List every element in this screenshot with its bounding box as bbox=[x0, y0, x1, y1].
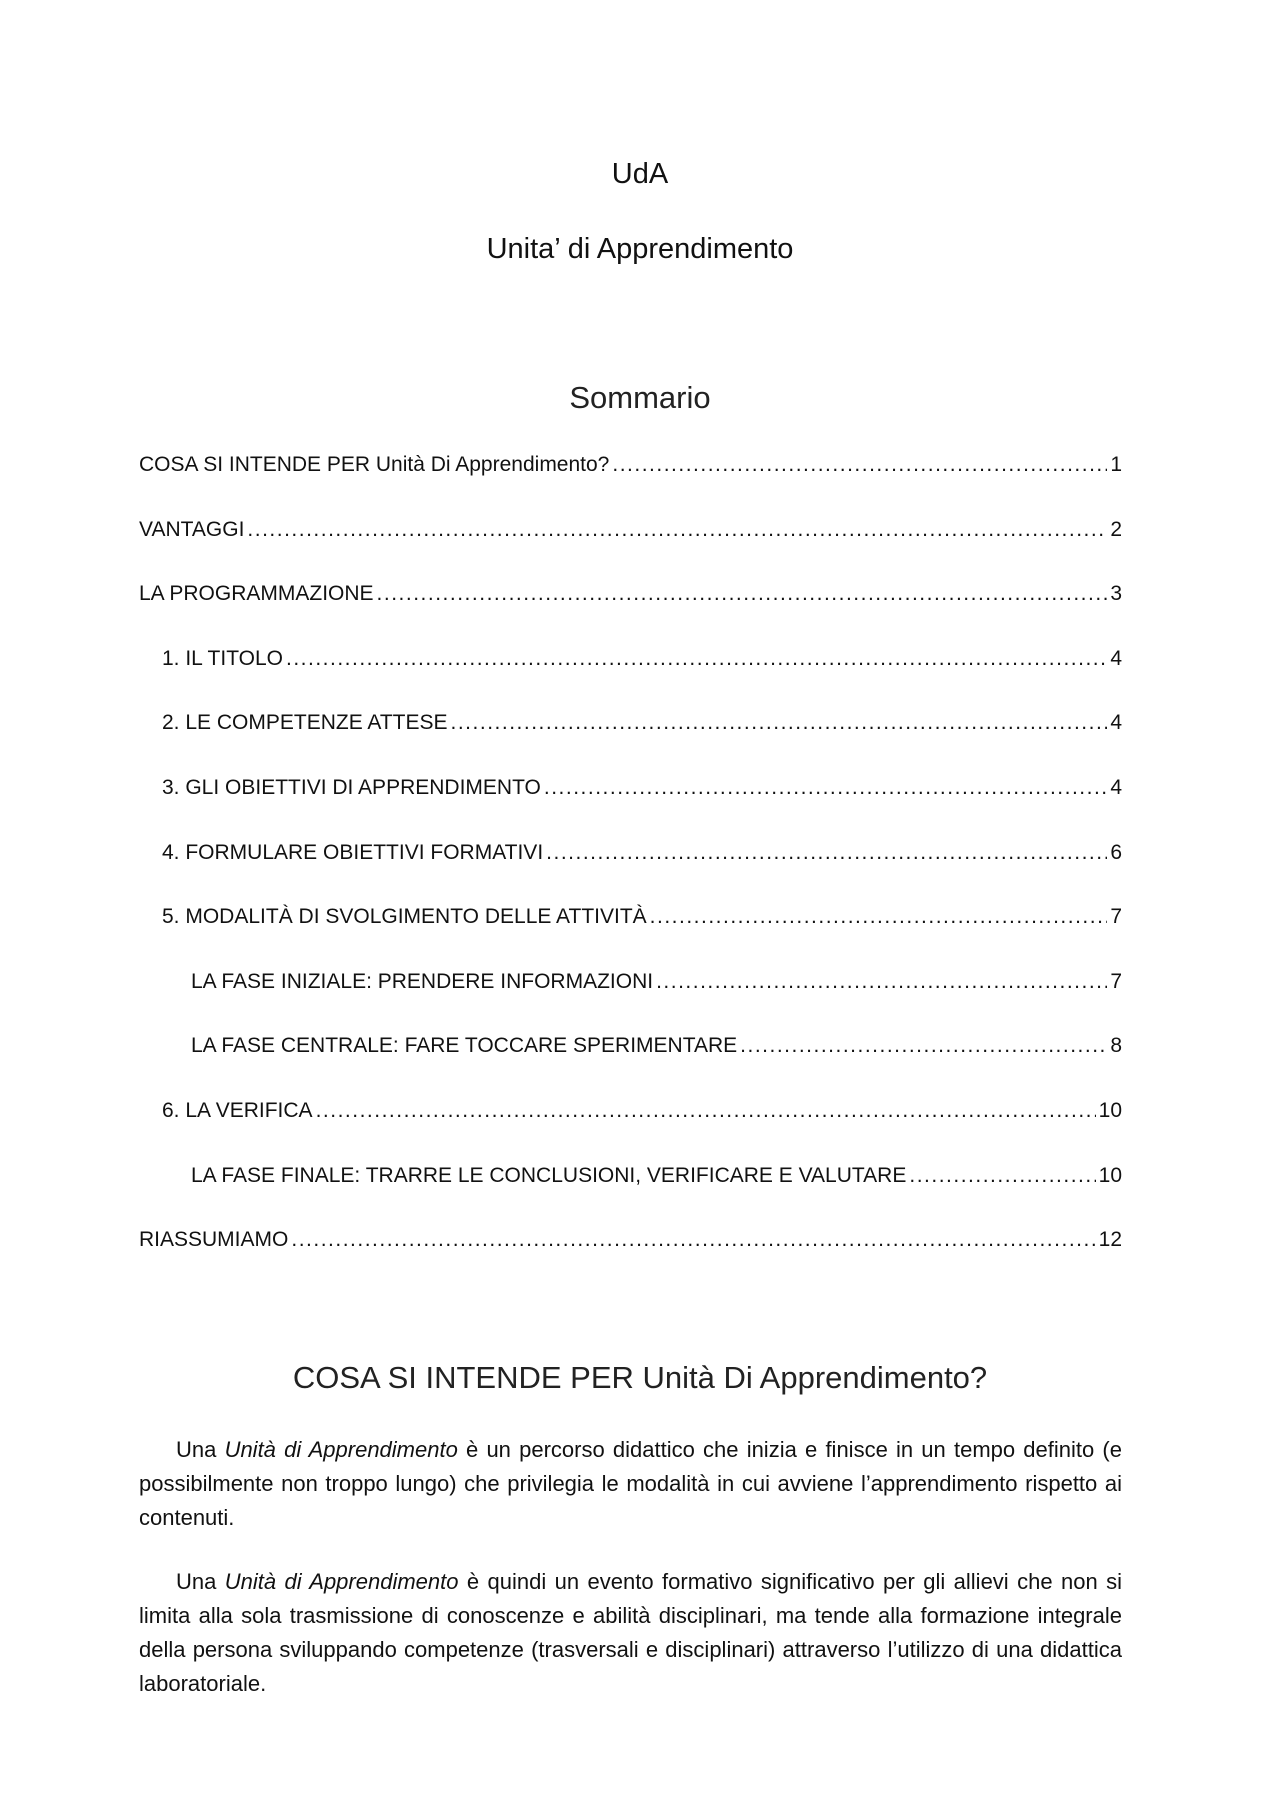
toc-entry-label: 1. IL TITOLO bbox=[162, 646, 283, 670]
toc-entry-label: LA FASE FINALE: TRARRE LE CONCLUSIONI, VERIFICARE E VALUTARE bbox=[191, 1163, 907, 1187]
paragraph-emphasis: Unità di Apprendimento bbox=[224, 1569, 459, 1594]
document-subtitle: Unita’ di Apprendimento bbox=[486, 233, 794, 265]
toc-entry-page: 10 bbox=[1098, 1098, 1122, 1122]
toc-entry[interactable] bbox=[139, 517, 1122, 582]
toc-entry-label: 5. MODALITÀ DI SVOLGIMENTO DELLE ATTIVITÀ bbox=[162, 905, 647, 929]
section-heading: COSA SI INTENDE PER Unità Di Apprendimento? bbox=[292, 1360, 988, 1395]
paragraph-emphasis: Unità di Apprendimento bbox=[224, 1437, 458, 1462]
toc-entry[interactable] bbox=[139, 646, 1122, 711]
toc-entry-page: 8 bbox=[1110, 1034, 1122, 1058]
toc-heading: Sommario bbox=[569, 380, 711, 415]
toc-entry[interactable] bbox=[139, 969, 1122, 1034]
toc-entry[interactable] bbox=[139, 775, 1122, 840]
toc-entry-label: 3. GLI OBIETTIVI DI APPRENDIMENTO bbox=[162, 775, 541, 799]
table-of-contents bbox=[139, 452, 1122, 1292]
toc-leader-dots bbox=[650, 904, 1108, 930]
toc-entry[interactable] bbox=[139, 904, 1122, 969]
toc-leader-dots bbox=[286, 646, 1107, 672]
toc-leader-dots bbox=[546, 840, 1107, 866]
paragraph-lead: Una bbox=[176, 1569, 225, 1594]
body-paragraph bbox=[139, 1565, 1122, 1701]
toc-entry-label: 4. FORMULARE OBIETTIVI FORMATIVI bbox=[162, 840, 544, 864]
toc-entry[interactable] bbox=[139, 1227, 1122, 1292]
toc-entry-label: COSA SI INTENDE PER Unità Di Apprendimento? bbox=[139, 453, 610, 476]
toc-entry-page: 4 bbox=[1110, 775, 1122, 799]
toc-entry-page: 4 bbox=[1110, 646, 1122, 670]
toc-leader-dots bbox=[316, 1098, 1096, 1124]
toc-leader-dots bbox=[544, 775, 1107, 801]
toc-entry[interactable] bbox=[139, 1033, 1122, 1098]
paragraph-text: è quindi un evento formativo significativo per gli allievi che non si limita alla sola trasmissione di conoscenze e abilità disciplinari, ma tende alla formazione integrale della persona sviluppando competenze (trasversali e disciplinari) attraverso l’utilizzo di una didattica laboratoriale. bbox=[139, 1569, 1122, 1696]
toc-leader-dots bbox=[247, 517, 1107, 543]
toc-entry-page: 10 bbox=[1098, 1163, 1122, 1187]
toc-entry-page: 1 bbox=[1110, 453, 1122, 476]
toc-leader-dots bbox=[740, 1033, 1107, 1059]
toc-leader-dots bbox=[909, 1163, 1095, 1189]
toc-leader-dots bbox=[612, 452, 1107, 478]
toc-entry-page: 3 bbox=[1110, 582, 1122, 606]
toc-entry-page: 7 bbox=[1110, 969, 1122, 993]
toc-leader-dots bbox=[377, 581, 1108, 607]
toc-entry-label: LA FASE CENTRALE: FARE TOCCARE SPERIMENTARE bbox=[191, 1034, 738, 1058]
toc-entry-page: 12 bbox=[1098, 1228, 1122, 1252]
paragraph-text: è un percorso didattico che inizia e finisce in un tempo definito (e possibilmente non troppo lungo) che privilegia le modalità in cui avviene l’apprendimento rispetto ai contenuti. bbox=[139, 1437, 1122, 1530]
toc-entry-page: 6 bbox=[1110, 840, 1122, 864]
toc-entry[interactable] bbox=[139, 710, 1122, 775]
toc-entry-label: VANTAGGI bbox=[139, 517, 245, 541]
toc-entry-label: RIASSUMIAMO bbox=[139, 1228, 289, 1252]
toc-leader-dots bbox=[451, 710, 1108, 736]
toc-entry-label: LA PROGRAMMAZIONE bbox=[139, 582, 374, 606]
toc-leader-dots bbox=[291, 1227, 1095, 1253]
toc-entry-label: 2. LE COMPETENZE ATTESE bbox=[162, 711, 448, 735]
toc-entry-page: 4 bbox=[1110, 711, 1122, 735]
toc-entry-page: 7 bbox=[1110, 905, 1122, 929]
toc-entry-label: 6. LA VERIFICA bbox=[162, 1098, 313, 1122]
toc-entry[interactable] bbox=[139, 1163, 1122, 1228]
toc-entry-label: LA FASE INIZIALE: PRENDERE INFORMAZIONI bbox=[191, 969, 654, 993]
toc-entry[interactable] bbox=[139, 1098, 1122, 1163]
toc-leader-dots bbox=[656, 969, 1107, 995]
toc-entry[interactable] bbox=[139, 581, 1122, 646]
toc-entry[interactable] bbox=[139, 840, 1122, 905]
toc-entry[interactable] bbox=[139, 452, 1122, 517]
paragraph-lead: Una bbox=[176, 1437, 225, 1462]
document-title: UdA bbox=[611, 158, 669, 190]
body-paragraph bbox=[139, 1433, 1122, 1535]
toc-entry-page: 2 bbox=[1110, 517, 1122, 541]
